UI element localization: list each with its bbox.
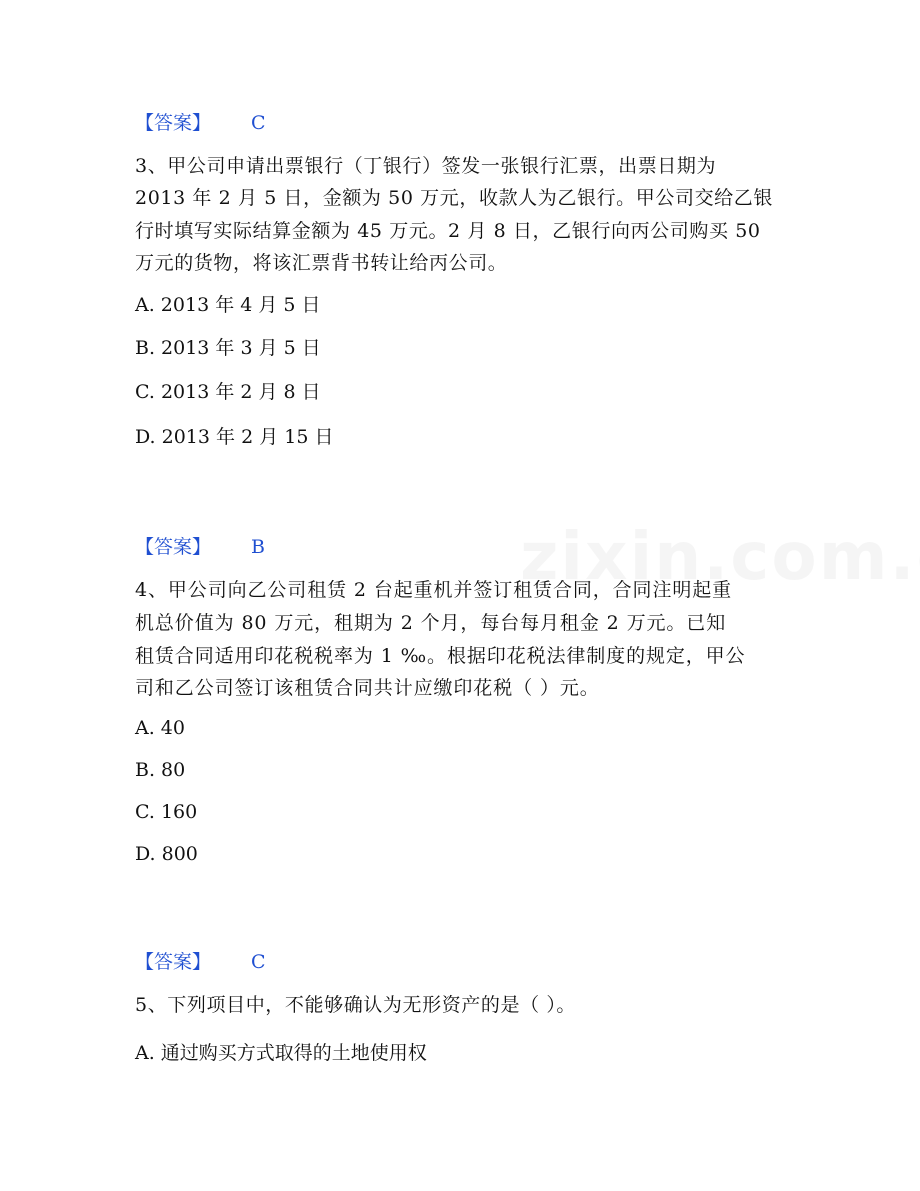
option-b: B. 80 <box>135 759 186 781</box>
answer-label: 【答案】 <box>135 536 212 558</box>
question-3-line-1: 3、甲公司申请出票银行（丁银行）签发一张银行汇票，出票日期为 <box>135 155 717 177</box>
question-4-line-2: 机总价值为 80 万元，租期为 2 个月，每台每月租金 2 万元。已知 <box>135 612 727 634</box>
answer-label: 【答案】 <box>135 951 212 973</box>
answer-value: B <box>251 536 265 558</box>
answer-line <box>135 532 265 562</box>
option-d: D. 2013 年 2 月 15 日 <box>135 426 334 448</box>
question-5-line-1: 5、下列项目中，不能够确认为无形资产的是（ ）。 <box>135 994 577 1016</box>
option-a: A. 通过购买方式取得的土地使用权 <box>135 1042 427 1064</box>
answer-line <box>135 108 266 138</box>
answer-label: 【答案】 <box>135 112 212 134</box>
question-3-line-2: 2013 年 2 月 5 日，金额为 50 万元，收款人为乙银行。甲公司交给乙银 <box>135 187 773 209</box>
question-3-line-4: 万元的货物，将该汇票背书转让给丙公司。 <box>135 252 508 274</box>
option-a: A. 2013 年 4 月 5 日 <box>135 294 321 316</box>
option-a: A. 40 <box>135 717 185 739</box>
option-c: C. 2013 年 2 月 8 日 <box>135 381 321 403</box>
question-4-line-1: 4、甲公司向乙公司租赁 2 台起重机并签订租赁合同，合同注明起重 <box>135 579 733 601</box>
answer-value: C <box>251 112 266 134</box>
option-d: D. 800 <box>135 843 198 865</box>
option-c: C. 160 <box>135 801 198 823</box>
question-4-line-4: 司和乙公司签订该租赁合同共计应缴印花税（ ）元。 <box>135 677 600 699</box>
answer-value: C <box>251 951 266 973</box>
question-3-line-3: 行时填写实际结算金额为 45 万元。2 月 8 日，乙银行向丙公司购买 50 <box>135 220 761 242</box>
question-4-line-3: 租赁合同适用印花税税率为 1 ‰。根据印花税法律制度的规定，甲公 <box>135 645 746 667</box>
option-b: B. 2013 年 3 月 5 日 <box>135 337 321 359</box>
answer-line <box>135 947 266 977</box>
